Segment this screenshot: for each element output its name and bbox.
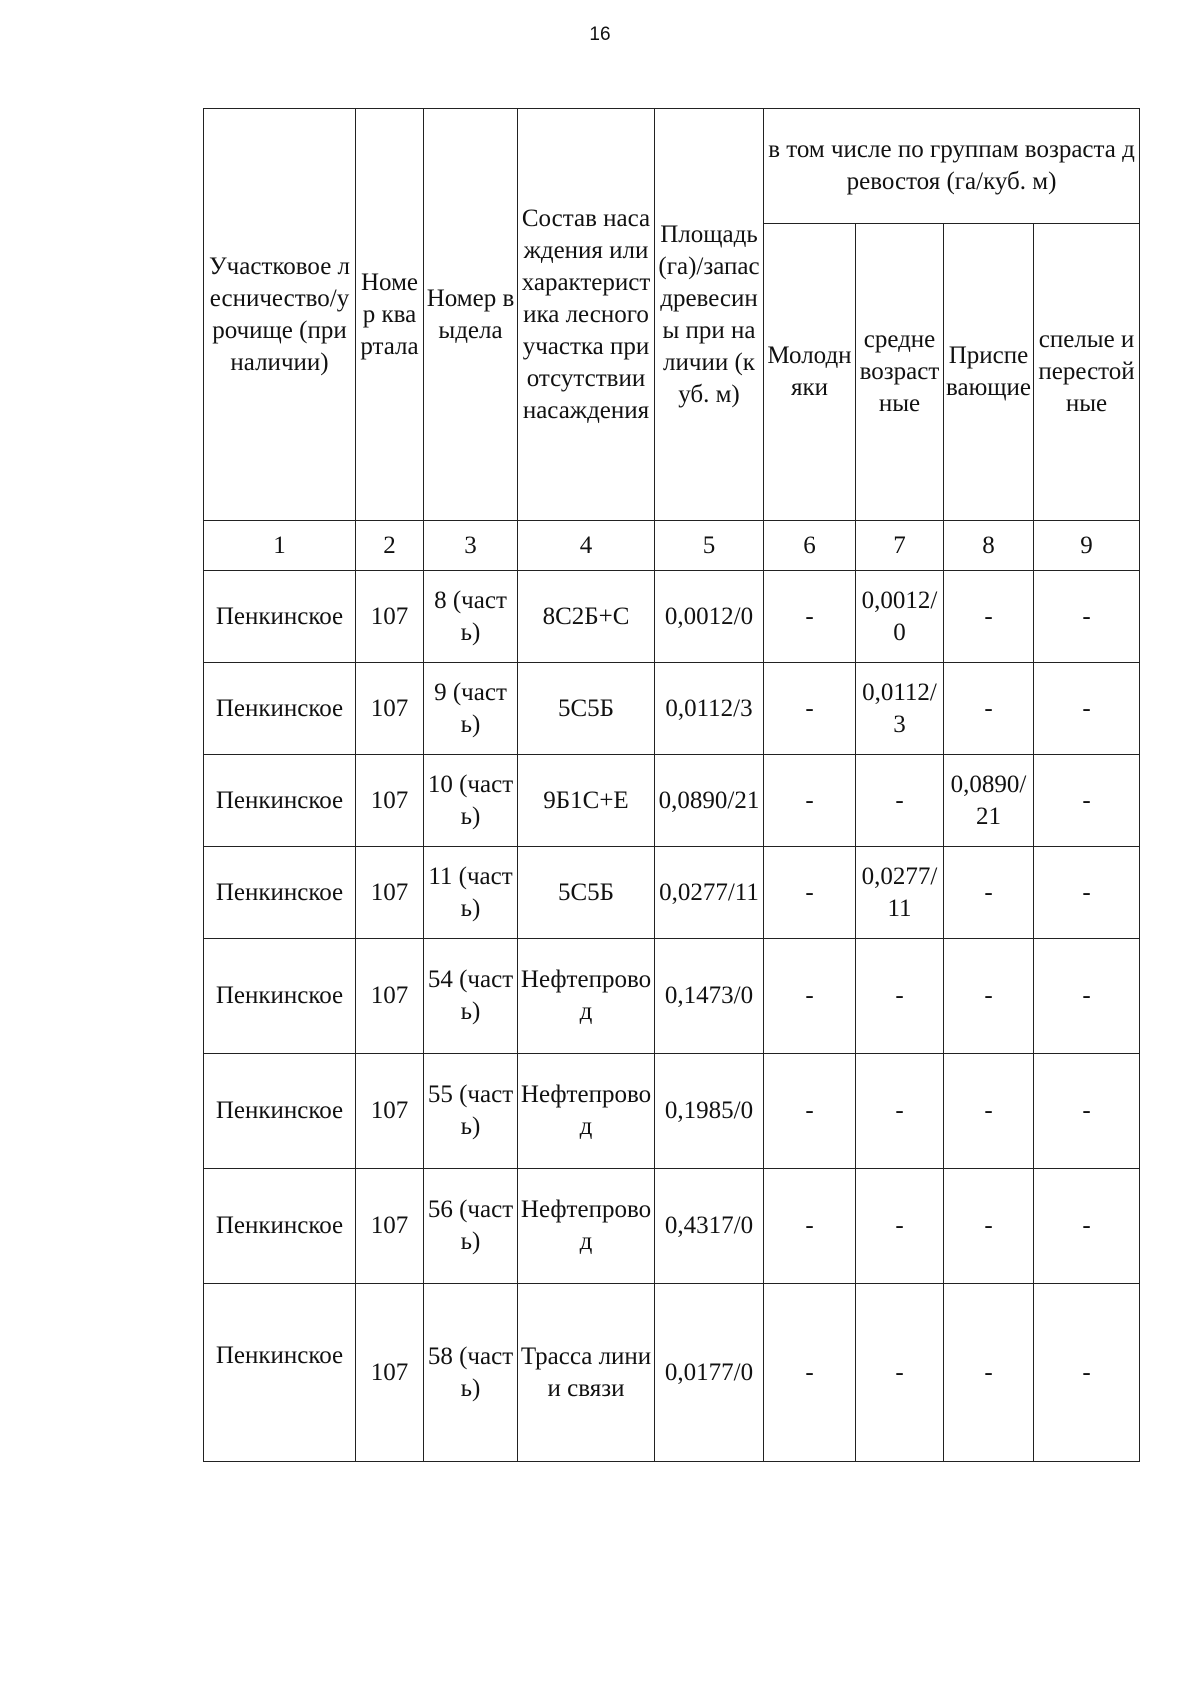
cell-quarter: 107 xyxy=(356,755,424,847)
cell-forestry: Пенкинское xyxy=(204,847,356,939)
forest-plots-table xyxy=(203,108,1140,1462)
cell-young: - xyxy=(764,663,856,755)
column-number: 9 xyxy=(1034,521,1140,571)
header-maturing: Приспевающие xyxy=(944,224,1034,521)
cell-composition: Трасса линии связи xyxy=(518,1284,655,1462)
cell-allotment: 9 (часть) xyxy=(424,663,518,755)
cell-young: - xyxy=(764,1284,856,1462)
table-body xyxy=(204,571,1140,1462)
cell-quarter: 107 xyxy=(356,1054,424,1169)
cell-young: - xyxy=(764,1054,856,1169)
cell-mature: - xyxy=(1034,1284,1140,1462)
cell-forestry: Пенкинское xyxy=(204,663,356,755)
column-number: 6 xyxy=(764,521,856,571)
cell-quarter: 107 xyxy=(356,1284,424,1462)
cell-middle-aged: - xyxy=(856,939,944,1054)
cell-forestry: Пенкинское xyxy=(204,755,356,847)
cell-mature: - xyxy=(1034,1054,1140,1169)
cell-maturing: - xyxy=(944,571,1034,663)
cell-composition: 5С5Б xyxy=(518,663,655,755)
cell-young: - xyxy=(764,755,856,847)
header-middle-aged: средневозрастные xyxy=(856,224,944,521)
table-row xyxy=(204,939,1140,1054)
cell-young: - xyxy=(764,847,856,939)
header-quarter: Номер квартала xyxy=(356,109,424,521)
cell-quarter: 107 xyxy=(356,571,424,663)
column-number: 5 xyxy=(655,521,764,571)
cell-allotment: 58 (часть) xyxy=(424,1284,518,1462)
cell-allotment: 8 (часть) xyxy=(424,571,518,663)
table-row xyxy=(204,1284,1140,1462)
cell-composition: 9Б1С+Е xyxy=(518,755,655,847)
cell-area: 0,1473/0 xyxy=(655,939,764,1054)
table-row xyxy=(204,847,1140,939)
cell-mature: - xyxy=(1034,939,1140,1054)
cell-young: - xyxy=(764,571,856,663)
cell-mature: - xyxy=(1034,1169,1140,1284)
cell-maturing: - xyxy=(944,663,1034,755)
cell-middle-aged: - xyxy=(856,1054,944,1169)
table-row xyxy=(204,1054,1140,1169)
cell-allotment: 56 (часть) xyxy=(424,1169,518,1284)
header-allotment: Номер выдела xyxy=(424,109,518,521)
cell-middle-aged: 0,0112/3 xyxy=(856,663,944,755)
cell-maturing: - xyxy=(944,1054,1034,1169)
cell-composition: Нефтепровод xyxy=(518,1054,655,1169)
column-number: 7 xyxy=(856,521,944,571)
column-numbers-row xyxy=(204,521,1140,571)
cell-forestry: Пенкинское xyxy=(204,1169,356,1284)
cell-young: - xyxy=(764,939,856,1054)
cell-maturing: 0,0890/21 xyxy=(944,755,1034,847)
header-age-groups: в том числе по группам возраста древостоя (га/куб. м) xyxy=(764,109,1140,224)
cell-quarter: 107 xyxy=(356,1169,424,1284)
page-number: 16 xyxy=(589,24,611,45)
cell-allotment: 10 (часть) xyxy=(424,755,518,847)
cell-maturing: - xyxy=(944,847,1034,939)
column-number: 4 xyxy=(518,521,655,571)
cell-composition: 5С5Б xyxy=(518,847,655,939)
column-number: 2 xyxy=(356,521,424,571)
cell-area: 0,0177/0 xyxy=(655,1284,764,1462)
cell-middle-aged: - xyxy=(856,755,944,847)
cell-forestry: Пенкинское xyxy=(204,571,356,663)
cell-maturing: - xyxy=(944,939,1034,1054)
cell-maturing: - xyxy=(944,1169,1034,1284)
cell-quarter: 107 xyxy=(356,847,424,939)
table-row xyxy=(204,663,1140,755)
table-header xyxy=(204,109,1140,571)
header-young: Молодняки xyxy=(764,224,856,521)
cell-mature: - xyxy=(1034,571,1140,663)
cell-forestry: Пенкинское xyxy=(204,939,356,1054)
cell-mature: - xyxy=(1034,663,1140,755)
column-number: 3 xyxy=(424,521,518,571)
cell-middle-aged: - xyxy=(856,1284,944,1462)
cell-maturing: - xyxy=(944,1284,1034,1462)
cell-young: - xyxy=(764,1169,856,1284)
cell-area: 0,0112/3 xyxy=(655,663,764,755)
table-row xyxy=(204,755,1140,847)
cell-composition: 8С2Б+С xyxy=(518,571,655,663)
cell-area: 0,0890/21 xyxy=(655,755,764,847)
header-forestry: Участковое лесничество/урочище (при наличии) xyxy=(204,109,356,521)
cell-forestry: Пенкинское xyxy=(204,1054,356,1169)
cell-composition: Нефтепровод xyxy=(518,939,655,1054)
cell-allotment: 55 (часть) xyxy=(424,1054,518,1169)
cell-area: 0,1985/0 xyxy=(655,1054,764,1169)
cell-quarter: 107 xyxy=(356,939,424,1054)
cell-middle-aged: - xyxy=(856,1169,944,1284)
header-mature: спелые и перестойные xyxy=(1034,224,1140,521)
table-row xyxy=(204,1169,1140,1284)
cell-area: 0,0277/11 xyxy=(655,847,764,939)
column-number: 1 xyxy=(204,521,356,571)
cell-middle-aged: 0,0012/0 xyxy=(856,571,944,663)
table-row xyxy=(204,571,1140,663)
cell-area: 0,4317/0 xyxy=(655,1169,764,1284)
header-composition: Состав насаждения или характеристика лесного участка при отсутствии насаждения xyxy=(518,109,655,521)
cell-mature: - xyxy=(1034,847,1140,939)
cell-composition: Нефтепровод xyxy=(518,1169,655,1284)
cell-quarter: 107 xyxy=(356,663,424,755)
cell-forestry: Пенкинское xyxy=(204,1284,356,1462)
cell-middle-aged: 0,0277/11 xyxy=(856,847,944,939)
cell-allotment: 54 (часть) xyxy=(424,939,518,1054)
column-number: 8 xyxy=(944,521,1034,571)
cell-area: 0,0012/0 xyxy=(655,571,764,663)
header-area: Площадь (га)/запас древесины при наличии (куб. м) xyxy=(655,109,764,521)
cell-allotment: 11 (часть) xyxy=(424,847,518,939)
cell-mature: - xyxy=(1034,755,1140,847)
